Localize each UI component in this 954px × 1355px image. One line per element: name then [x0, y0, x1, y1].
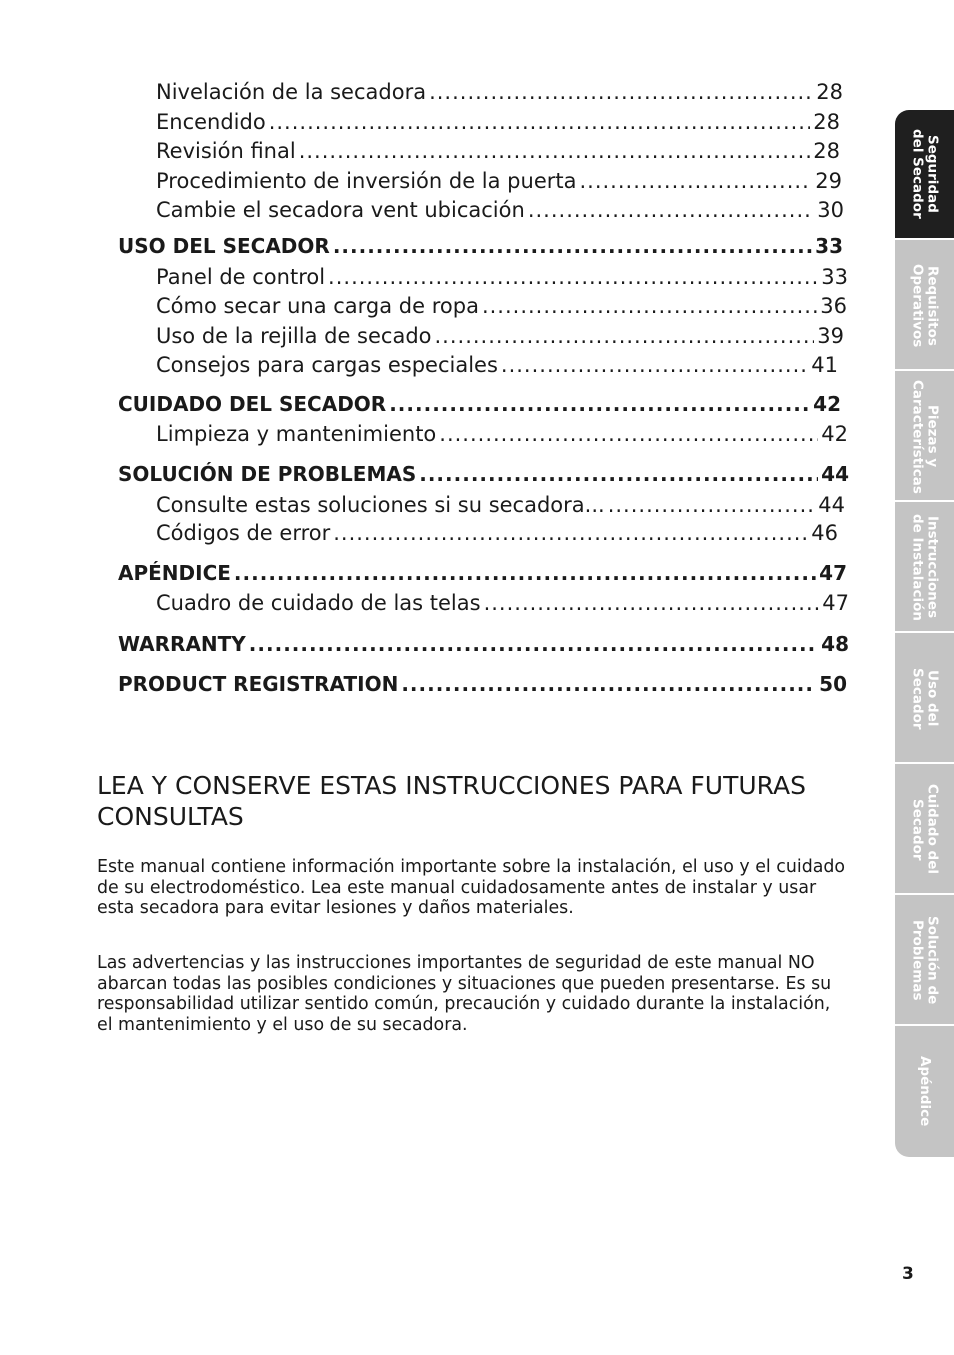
toc-entry-page: 28	[813, 139, 840, 163]
toc-section[interactable]	[118, 672, 847, 696]
toc-entry[interactable]	[156, 324, 844, 348]
toc-entry-page: 47	[822, 591, 849, 615]
toc-entry[interactable]	[156, 493, 845, 517]
toc-entry-label: Códigos de error	[156, 521, 331, 545]
toc-section-label: CUIDADO DEL SECADOR	[118, 392, 387, 416]
toc-section-page: 44	[821, 462, 849, 486]
toc-entry-label: Cuadro de cuidado de las telas	[156, 591, 481, 615]
toc-entry-label: Consejos para cargas especiales	[156, 353, 498, 377]
notice-title: LEA Y CONSERVE ESTAS INSTRUCCIONES PARA FUTURAS CONSULTAS	[97, 771, 806, 831]
toc-entry[interactable]	[156, 139, 840, 163]
toc-entry-label: Limpieza y mantenimiento	[156, 422, 437, 446]
toc-entry-page: 46	[811, 521, 838, 545]
toc-section-page: 48	[821, 632, 849, 656]
notice-paragraph-1: Este manual contiene información importante sobre la instalación, el uso y el cuidado de su electrodoméstico. Lea este manual cuidadosamente antes de instalar y usar esta secadora para evitar lesiones y daños materiales.	[97, 857, 846, 918]
toc-section[interactable]	[118, 392, 841, 416]
toc-section-label: WARRANTY	[118, 632, 246, 656]
tab-instrucciones-de-instalacion[interactable]: Instrucciones de Instalación	[895, 500, 954, 633]
toc-entry-page: 36	[820, 294, 847, 318]
toc-entry-page: 39	[817, 324, 844, 348]
toc-entry[interactable]	[156, 294, 847, 318]
toc-section-page: 47	[819, 561, 847, 585]
tab-solucion-de-problemas[interactable]: Solución de Problemas	[895, 893, 954, 1026]
toc-section[interactable]	[118, 561, 847, 585]
toc-entry-label: Encendido	[156, 110, 266, 134]
page-number: 3	[902, 1264, 914, 1284]
toc-entry[interactable]	[156, 169, 842, 193]
toc-entry-page: 30	[817, 198, 844, 222]
toc-section-page: 42	[813, 392, 841, 416]
tab-seguridad-del-secador[interactable]: Seguridad del Secador	[895, 110, 954, 238]
tab-apendice[interactable]: Apéndice	[895, 1024, 954, 1157]
toc-entry[interactable]	[156, 110, 840, 134]
toc-section-page: 33	[815, 234, 843, 258]
toc-entry[interactable]	[156, 80, 843, 104]
toc-entry-label: Panel de control	[156, 265, 326, 289]
tab-uso-del-secador[interactable]: Uso del Secador	[895, 631, 954, 764]
tab-cuidado-del-secador[interactable]: Cuidado del Secador	[895, 762, 954, 895]
toc-entry[interactable]	[156, 353, 838, 377]
toc-entry-label: Consulte estas soluciones si su secadora...	[156, 493, 605, 517]
toc-section[interactable]	[118, 632, 849, 656]
toc-entry[interactable]	[156, 422, 848, 446]
toc-entry-page: 28	[813, 110, 840, 134]
toc-entry[interactable]	[156, 591, 849, 615]
toc-entry-page: 33	[821, 265, 848, 289]
toc-section[interactable]	[118, 462, 849, 486]
toc-section-label: APÉNDICE	[118, 561, 231, 585]
toc-section[interactable]	[118, 234, 843, 258]
toc-entry-label: Procedimiento de inversión de la puerta	[156, 169, 577, 193]
notice-paragraph-2: Las advertencias y las instrucciones importantes de seguridad de este manual NO abarcan todas las posibles condiciones y situaciones que pueden presentarse. Es su responsabilidad utilizar sentido común, precaución y cuidado durante la instalación, el mantenimiento y el uso de su secadora.	[97, 953, 832, 1035]
toc-entry-page: 28	[816, 80, 843, 104]
tab-piezas-y-caracteristicas[interactable]: Piezas y Características	[895, 369, 954, 502]
toc-entry[interactable]	[156, 198, 844, 222]
toc-entry-label: Cambie el secadora vent ubicación	[156, 198, 525, 222]
toc-section-label: PRODUCT REGISTRATION	[118, 672, 399, 696]
tab-requisitos-operativos[interactable]: Requisitos Operativos	[895, 238, 954, 371]
toc-entry[interactable]	[156, 265, 848, 289]
toc-entry-label: Cómo secar una carga de ropa	[156, 294, 479, 318]
toc-entry-page: 42	[821, 422, 848, 446]
toc-section-label: SOLUCIÓN DE PROBLEMAS	[118, 462, 417, 486]
toc-entry-label: Revisión final	[156, 139, 296, 163]
toc-entry-label: Nivelación de la secadora	[156, 80, 427, 104]
toc-entry[interactable]	[156, 521, 838, 545]
toc-entry-page: 44	[818, 493, 845, 517]
toc-entry-page: 41	[811, 353, 838, 377]
toc-section-label: USO DEL SECADOR	[118, 234, 330, 258]
toc-entry-label: Uso de la rejilla de secado	[156, 324, 432, 348]
toc-section-page: 50	[819, 672, 847, 696]
toc-entry-page: 29	[815, 169, 842, 193]
